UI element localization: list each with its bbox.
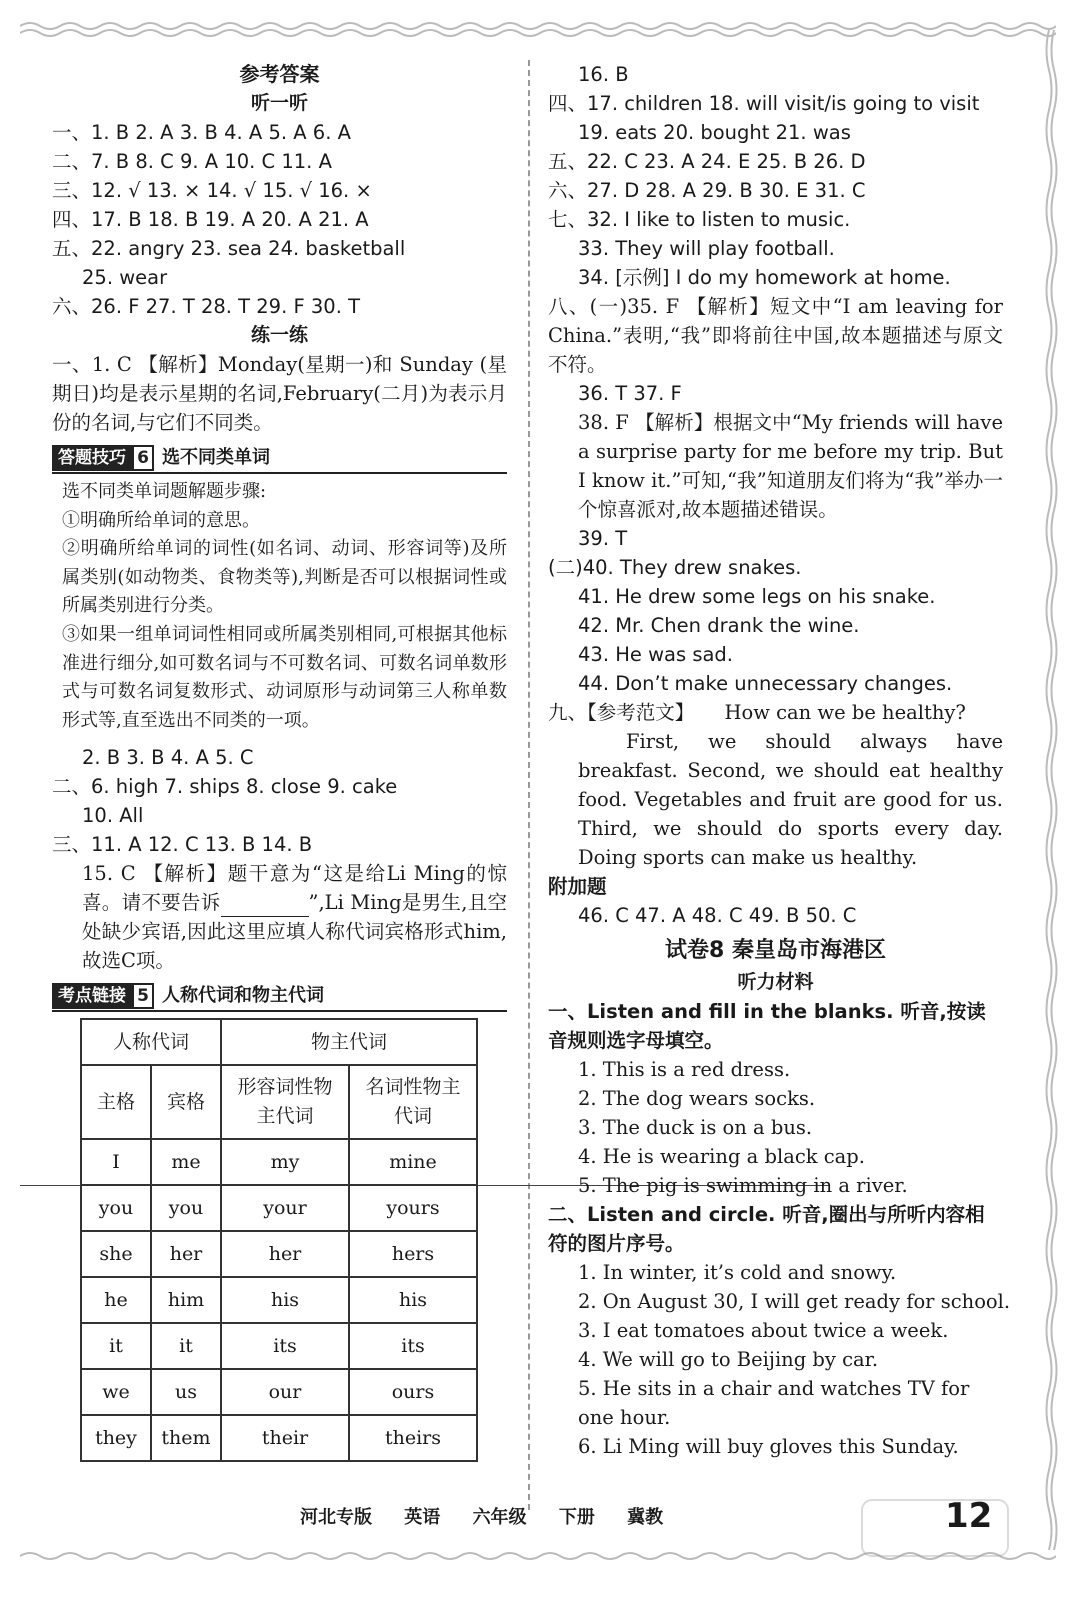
answer-line: 43. He was sad. <box>578 643 734 666</box>
answer-line: 34. [示例] I do my homework at home. <box>578 266 951 289</box>
list-item: 1. In winter, it’s cold and snowy. <box>578 1261 897 1284</box>
tip-line: ①明确所给单词的意思。 <box>62 509 260 531</box>
footer-volume: 下册 <box>558 1507 595 1528</box>
footer-grade: 六年级 <box>472 1507 527 1528</box>
table-row <box>81 1139 477 1185</box>
table-subheader: 名词性物主代词 <box>349 1065 477 1139</box>
right-column <box>548 60 1011 1461</box>
table-cell: your <box>221 1185 349 1231</box>
footer-publisher: 冀教 <box>627 1507 664 1528</box>
q15-part-b: ”,Li Ming是男生,且空处缺少宾语,因此这里应填人称代词宾格形式him,故选C项。 <box>82 891 507 973</box>
link-number: 5 <box>132 983 154 1009</box>
essay-label: 九、【参考范文】 <box>548 701 695 724</box>
link-title: 人称代词和物主代词 <box>162 985 324 1007</box>
table-cell: his <box>221 1277 349 1323</box>
answer-line: 三、11. A 12. C 13. B 14. B <box>52 833 313 857</box>
table-cell: ours <box>349 1369 477 1415</box>
answer-line: 七、32. I like to listen to music. <box>548 208 851 231</box>
answer-line: 五、22. angry 23. sea 24. basketball <box>52 237 406 260</box>
table-cell: our <box>221 1369 349 1415</box>
link-header <box>52 981 507 1012</box>
answer-line: 39. T <box>578 527 628 550</box>
table-row <box>81 1277 477 1323</box>
pronoun-table <box>80 1018 478 1462</box>
table-cell: they <box>81 1415 151 1461</box>
essay-heading <box>548 698 1003 727</box>
paper-title: 试卷8 秦皇岛市海港区 <box>665 938 886 963</box>
list-item: 3. I eat tomatoes about twice a week. <box>578 1319 949 1342</box>
answer-explanation: 一、1. C 【解析】Monday(星期一)和 Sunday (星期日)均是表示星期的名词,February(二月)为表示月份的名词,与它们不同类。 <box>52 353 507 434</box>
table-cell: mine <box>349 1139 477 1185</box>
answer-line: 二、7. B 8. C 9. A 10. C 11. A <box>52 150 332 173</box>
table-cell: we <box>81 1369 151 1415</box>
table-cell: its <box>221 1323 349 1369</box>
table-row <box>81 1323 477 1369</box>
table-subheader: 宾格 <box>151 1065 221 1139</box>
table-subheader: 主格 <box>81 1065 151 1139</box>
answer-line: 三、12. √ 13. × 14. √ 15. √ 16. × <box>52 179 372 202</box>
answer-line: 36. T 37. F <box>578 382 682 405</box>
tip-line: ②明确所给单词的词性(如名词、动词、形容词等)及所属类别(如动物类、食物类等),判断是否可以根据词性或所属类别进行分类。 <box>62 538 507 617</box>
list-item: 4. We will go to Beijing by car. <box>578 1348 879 1371</box>
tip-line: 选不同类单词题解题步骤: <box>62 481 267 502</box>
right-wave-border <box>1044 30 1058 1550</box>
section-heading: 二、Listen and circle. 听音,圈出与所听内容相符的图片序号。 <box>548 1203 985 1255</box>
section-heading: 一、Listen and fill in the blanks. 听音,按读音规则选字母填空。 <box>548 1000 986 1052</box>
answer-line: 二、6. high 7. ships 8. close 9. cake <box>52 775 398 799</box>
table-cell: her <box>221 1231 349 1277</box>
answer-line: 44. Don’t make unnecessary changes. <box>578 672 953 695</box>
table-header: 物主代词 <box>221 1019 477 1065</box>
table-cell: theirs <box>349 1415 477 1461</box>
q15-part-a: 15. C 【解析】题干意为“这是给Li Ming的惊喜。请不要告诉 <box>82 862 507 915</box>
essay-title: How can we be healthy? <box>724 701 966 724</box>
table-row <box>81 1185 477 1231</box>
tip-title: 选不同类单词 <box>162 447 270 468</box>
answer-explanation-15 <box>52 859 507 975</box>
answer-line: 四、17. B 18. B 19. A 20. A 21. A <box>52 208 369 231</box>
table-cell: my <box>221 1139 349 1185</box>
answer-line: 25. wear <box>82 266 168 289</box>
answer-line: 19. eats 20. bought 21. was <box>578 121 851 144</box>
table-cell: its <box>349 1323 477 1369</box>
answer-line: 10. All <box>82 804 144 828</box>
tip-number: 6 <box>132 445 154 471</box>
table-cell: him <box>151 1277 221 1323</box>
top-wave-border <box>20 18 1056 40</box>
extra-label: 附加题 <box>548 875 607 898</box>
table-cell: his <box>349 1277 477 1323</box>
table-cell: you <box>151 1185 221 1231</box>
watermark-logo <box>860 1498 1010 1558</box>
answer-line: 46. C 47. A 48. C 49. B 50. C <box>578 904 857 927</box>
list-item: 5. He sits in a chair and watches TV for one hour. <box>578 1377 970 1429</box>
footer-edition: 河北专版 <box>300 1507 372 1528</box>
table-cell: it <box>151 1323 221 1369</box>
left-column <box>52 60 507 1462</box>
table-cell: she <box>81 1231 151 1277</box>
table-subheader: 形容词性物主代词 <box>221 1065 349 1139</box>
table-cell: them <box>151 1415 221 1461</box>
list-item: 6. Li Ming will buy gloves this Sunday. <box>578 1435 959 1458</box>
answer-line: 16. B <box>578 63 629 86</box>
column-divider <box>528 60 530 1510</box>
footer-subject: 英语 <box>404 1507 441 1528</box>
fill-blank <box>221 896 309 917</box>
answer-line: 33. They will play football. <box>578 237 835 260</box>
answer-line: 42. Mr. Chen drank the wine. <box>578 614 860 637</box>
table-cell: me <box>151 1139 221 1185</box>
table-row <box>81 1231 477 1277</box>
list-item: 4. He is wearing a black cap. <box>578 1145 865 1168</box>
answer-line: (二)40. They drew snakes. <box>548 556 802 579</box>
page-number: 12 <box>945 1496 993 1536</box>
answers-title: 参考答案 <box>239 62 320 86</box>
tip-line: ③如果一组单词词性相同或所属类别相同,可根据其他标准进行细分,如可数名词与不可数名词、可数名词单数形式与可数名词复数形式、动词原形与动词第三人称单数形式等,直至选出不同类的一项。 <box>62 623 507 731</box>
essay-body: First, we should always have breakfast. Second, we should eat healthy food. Vegetables and fruit are good for us. Third, we should do sports every day. Doing sports can make us healthy. <box>578 730 1003 869</box>
list-item: 1. This is a red dress. <box>578 1058 791 1081</box>
tip-badge: 答题技巧 <box>52 445 132 471</box>
table-cell: hers <box>349 1231 477 1277</box>
table-cell: he <box>81 1277 151 1323</box>
table-cell: you <box>81 1185 151 1231</box>
answer-line: 六、27. D 28. A 29. B 30. E 31. C <box>548 179 866 202</box>
paper-subtitle: 听力材料 <box>737 971 814 993</box>
practice-title: 练一练 <box>250 324 308 346</box>
listen-title: 听一听 <box>250 92 308 114</box>
answer-line: 四、17. children 18. will visit/is going to visit <box>548 92 980 115</box>
list-item: 2. The dog wears socks. <box>578 1087 816 1110</box>
table-cell: I <box>81 1139 151 1185</box>
answer-explanation-38: 38. F 【解析】根据文中“My friends will have a surprise party for me before my trip. But I know it.”可知,“我”知道朋友们将为“我”举办一个惊喜派对,故本题描述错误。 <box>578 411 1003 521</box>
answer-line: 六、26. F 27. T 28. T 29. F 30. T <box>52 295 361 318</box>
link-badge: 考点链接 <box>52 983 132 1009</box>
table-cell: their <box>221 1415 349 1461</box>
table-row <box>81 1369 477 1415</box>
list-item: 3. The duck is on a bus. <box>578 1116 813 1139</box>
answer-line: 五、22. C 23. A 24. E 25. B 26. D <box>548 150 866 173</box>
answer-explanation-35: 八、(一)35. F 【解析】短文中“I am leaving for China.”表明,“我”即将前往中国,故本题描述与原文不符。 <box>548 295 1003 376</box>
table-row <box>81 1415 477 1461</box>
list-item: 2. On August 30, I will get ready for school. <box>578 1290 1011 1313</box>
table-cell: her <box>151 1231 221 1277</box>
list-item: 5. The pig is swimming in a river. <box>578 1174 908 1197</box>
tip-header <box>52 443 507 474</box>
answer-line: 41. He drew some legs on his snake. <box>578 585 936 608</box>
table-cell: yours <box>349 1185 477 1231</box>
table-header: 人称代词 <box>81 1019 221 1065</box>
page-footer <box>300 1503 689 1529</box>
answer-line: 一、1. B 2. A 3. B 4. A 5. A 6. A <box>52 121 351 144</box>
table-cell: it <box>81 1323 151 1369</box>
table-cell: us <box>151 1369 221 1415</box>
answer-line: 2. B 3. B 4. A 5. C <box>82 746 254 770</box>
tip-content <box>62 478 507 735</box>
